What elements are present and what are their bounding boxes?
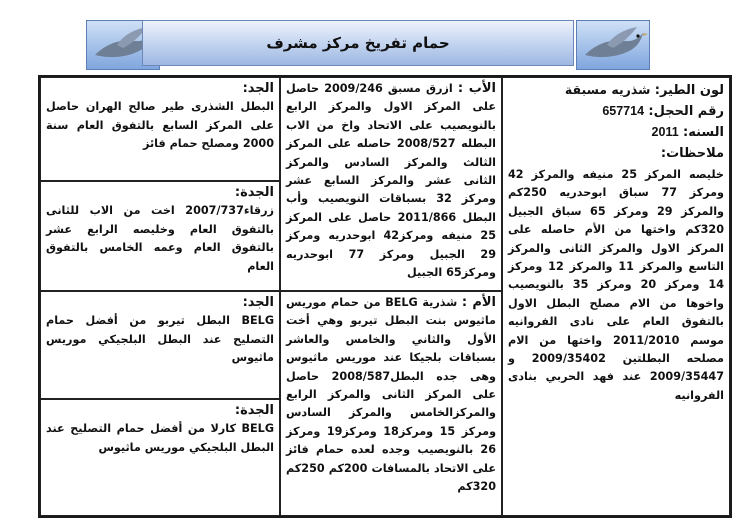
pigeon-icon bbox=[577, 21, 649, 69]
notes-row bbox=[508, 143, 724, 164]
mother-cell bbox=[280, 291, 502, 516]
mother-label: الأم : bbox=[461, 295, 496, 310]
paternal-grandfather-label: الجد: bbox=[242, 81, 274, 96]
paternal-grandfather-text: البطل الشذرى طير صالح الهران حاصل على المركز السابع بالتفوق العام سنة 2000 ومصلح حمام فائز bbox=[46, 100, 274, 151]
bird-color-value: شذريه مسبقة bbox=[564, 82, 651, 97]
paternal-grandmother-label: الجدة: bbox=[234, 185, 274, 200]
mother-text: شذرية BELG من حمام موريس ماثيوس بنت البطل تيربو وهي أخت الأول والثاني والخامس والعاشر بسباقات بلجيكا عند موريس ماثيوس وهى جده البطل2008/587 حاصل على المركز الثانى والمركز الرابع والمركزالخامس والمركز السادس ومركز 15 ومركز18 ومركز19 ومركز 26 بالنويصيب وجده لعده حمام فائز على الاتحاد بالمسافات 200كم 250كم 320كم bbox=[286, 296, 497, 494]
maternal-grandfather-cell bbox=[40, 291, 280, 399]
year-value: 2011 bbox=[651, 125, 679, 139]
father-label: الأب : bbox=[457, 81, 496, 96]
bird-color-label: لون الطير: bbox=[654, 83, 724, 98]
year-label: السنه: bbox=[683, 125, 724, 140]
maternal-grandmother-label: الجدة: bbox=[234, 403, 274, 418]
bird-color-row bbox=[508, 80, 724, 101]
father-text: ازرق مسبق 2009/246 حاصل على المركز الاول والمركز الرابع بالنويصيب على الاتحاد واخ من الاب البطله 2008/527 حاصله على المركز الثالث والمركز السادس والمركز الثانى عشر والمركز السابع عشر ومركز 32 بسباقات النويصيب وأب البطل 2011/866 حاصل على المركز 25 منيفه ومركز42 ابوحدريه ومركز 29 الجبيل ومركز 77 ابوحدريه ومركز65 الجبيل bbox=[286, 82, 497, 280]
maternal-grandfather-text: BELG البطل تيربو من أفضل حمام التصليح عند البطل البلجيكي موريس ماثيوس bbox=[46, 314, 274, 365]
father-cell bbox=[280, 77, 502, 291]
maternal-grandmother-cell bbox=[40, 399, 280, 516]
pigeon-image-right bbox=[576, 20, 650, 70]
page-title: حمام تفريخ مركز مشرف bbox=[142, 20, 574, 66]
paternal-grandmother-text: زرقاء2007/737 اخت من الاب للثانى بالتفوق العام وخليصه الرابع عشر بالتفوق العام وعمه الخامس بالتفوق العام bbox=[46, 204, 274, 273]
notes-text: خليصه المركز 25 منيفه والمركز 42 ومركز 77 سباق ابوحدريه 250كم والمركز 29 ومركز 65 سباق الجبيل 320كم واختها من الأم حاصله على المركز الاول والمركز الثانى والمركز التاسع والمركز 11 والمركز 12 ومركز 14 ومركز 20 ومركز 35 بالنويصيب واخوها من الام مصلح البطل الاول بالتفوق العام على نادى الفروانيه موسم 2011/2010 واختها من الام مصلحه البطلتين 2009/35402 و 2009/35447 عند فهد الحربي بنادى الفروانيه bbox=[508, 168, 725, 402]
paternal-grandmother-cell bbox=[40, 181, 280, 291]
bird-info-cell bbox=[502, 77, 730, 516]
maternal-grandfather-label: الجد: bbox=[242, 295, 274, 310]
maternal-grandmother-text: BELG كارلا من أفضل حمام التصليح عند البطل البلجيكي موريس ماثيوس bbox=[46, 422, 274, 454]
ring-number-value: 657714 bbox=[602, 104, 645, 118]
pedigree-table bbox=[38, 75, 732, 518]
paternal-grandfather-cell bbox=[40, 77, 280, 181]
notes-label: ملاحظات: bbox=[660, 146, 724, 161]
year-row bbox=[508, 122, 724, 143]
ring-number-label: رقم الحجل: bbox=[648, 104, 724, 119]
ring-number-row bbox=[508, 101, 724, 122]
